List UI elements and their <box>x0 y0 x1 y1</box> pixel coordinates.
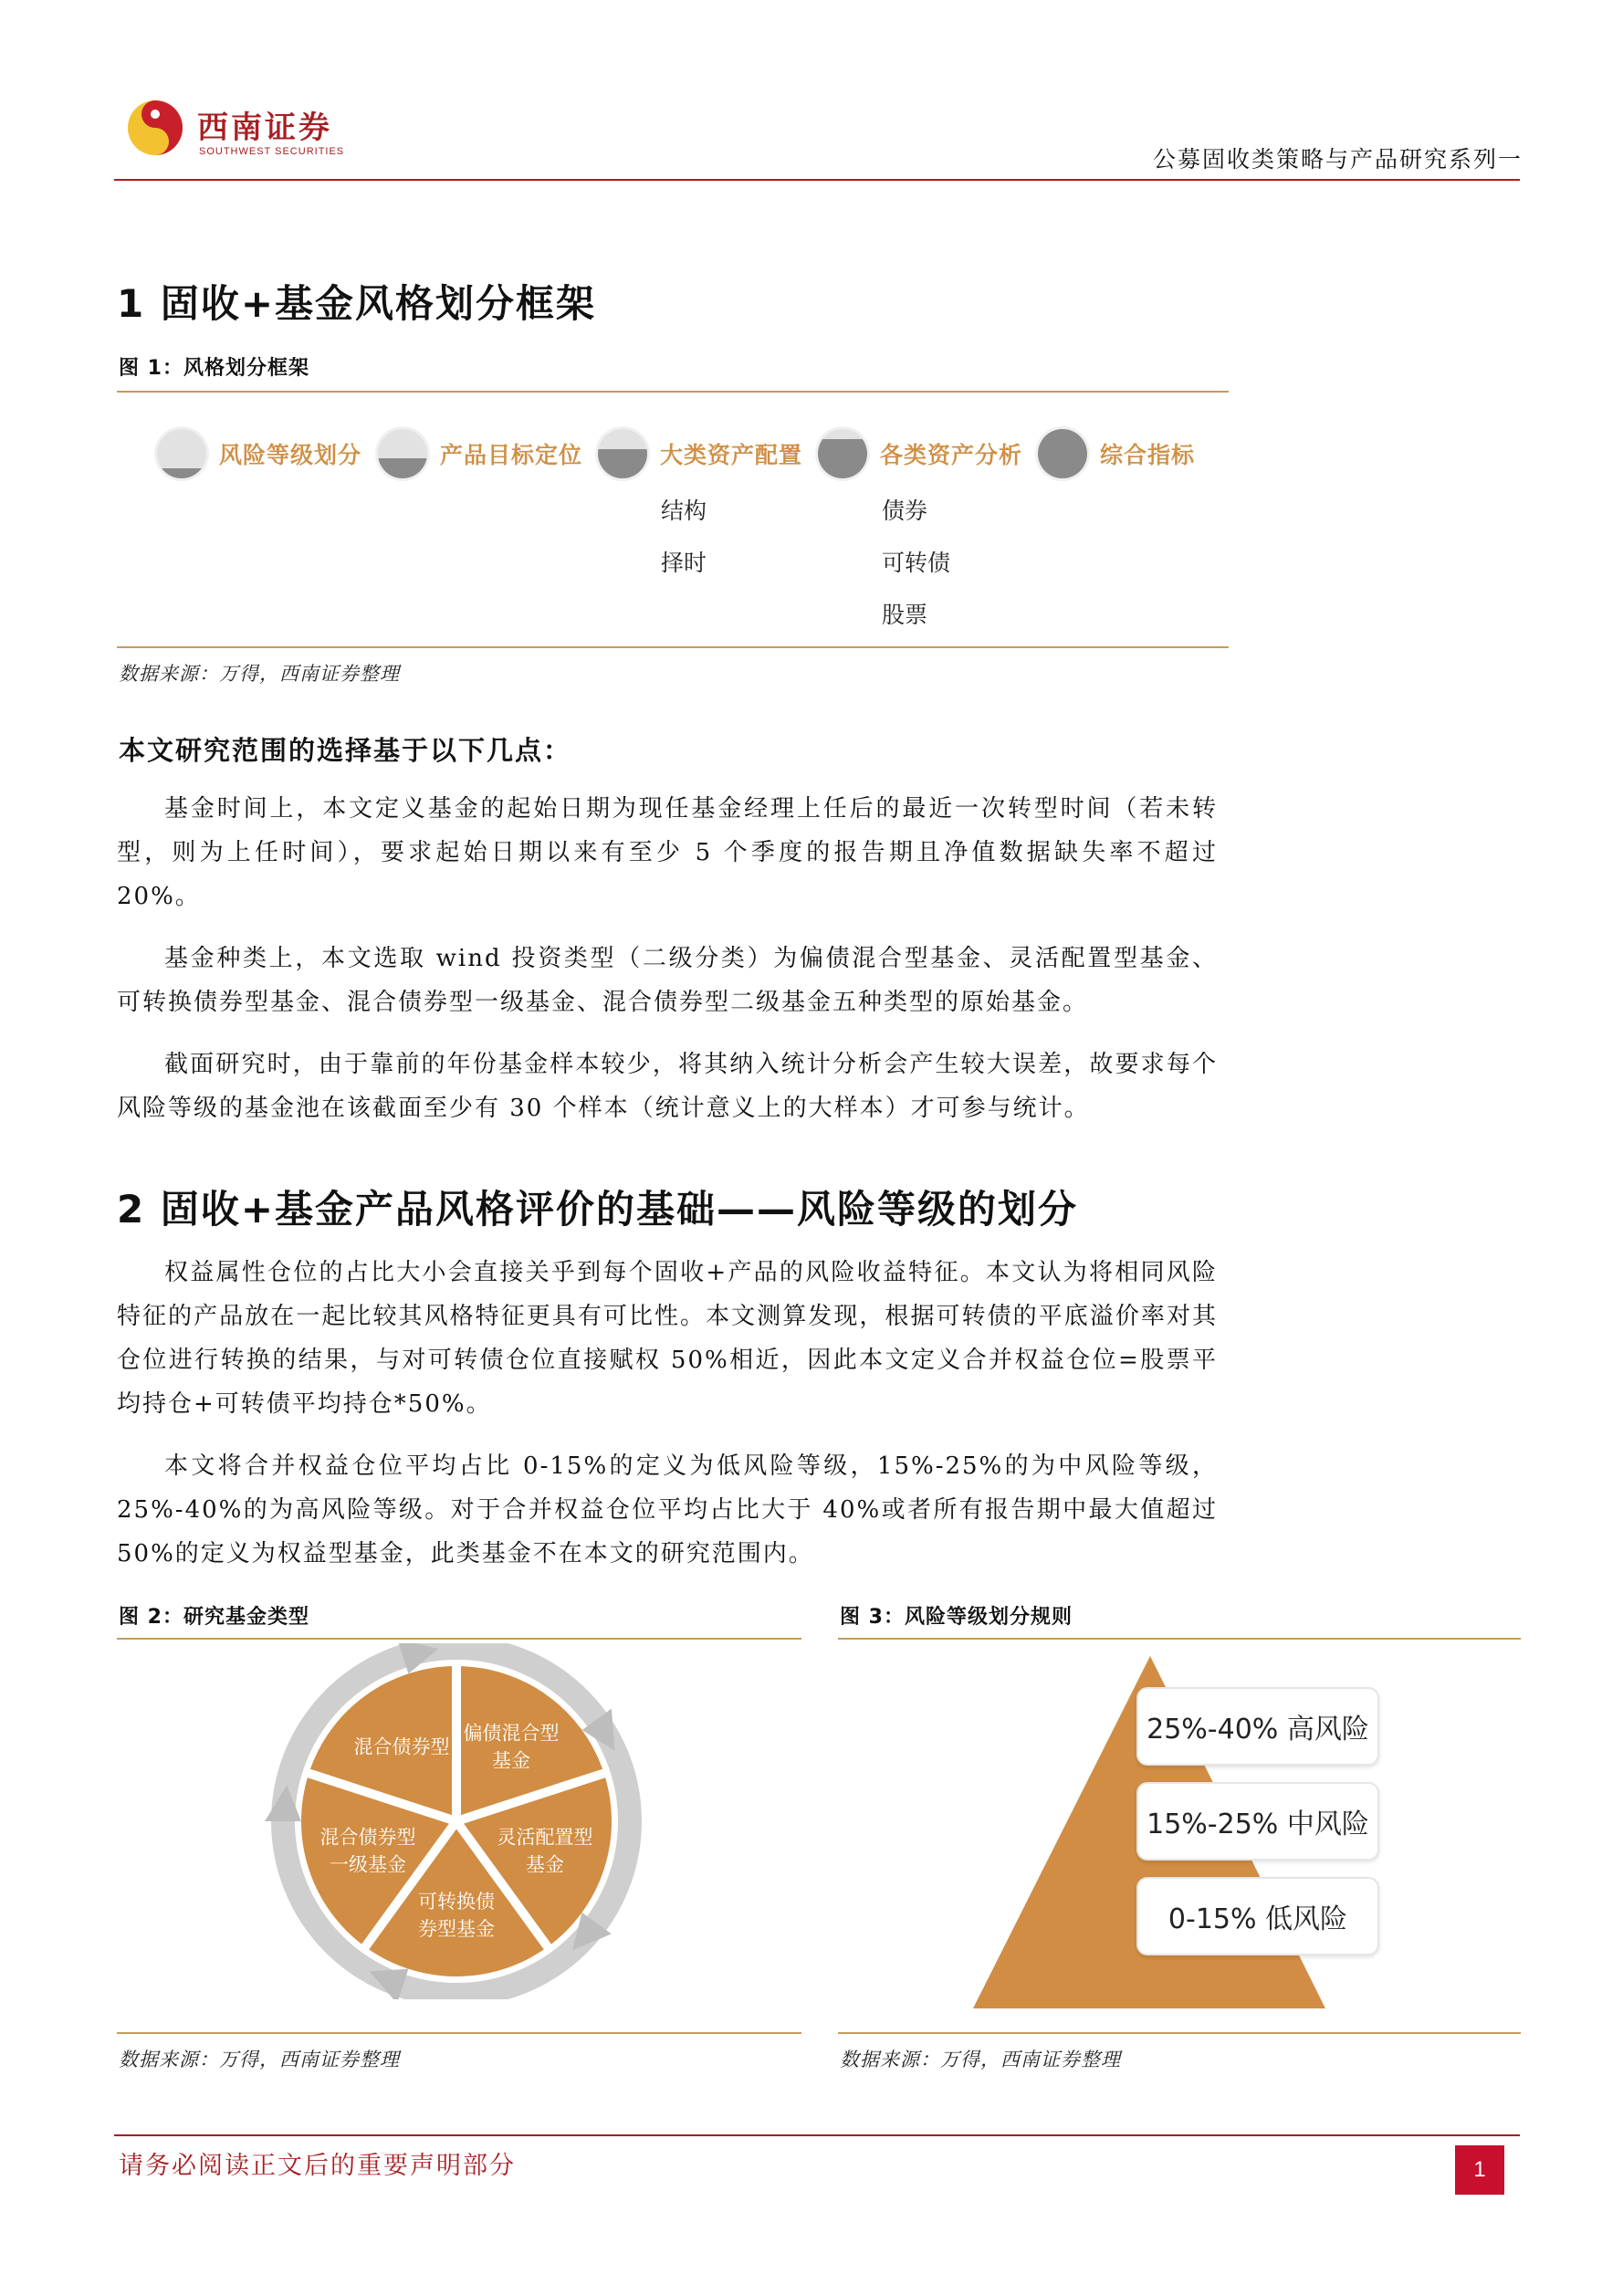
framework-sub-item: 择时 <box>661 550 707 576</box>
progress-circle-icon <box>598 429 647 478</box>
figure-3-bottom-rule <box>838 2032 1521 2034</box>
progress-circle-icon <box>1038 429 1087 478</box>
segment-label: 混合债券型 <box>319 1826 416 1849</box>
figure-2-title: 图 2：研究基金类型 <box>119 1606 309 1629</box>
brand-name-en: SOUTHWEST SECURITIES <box>199 146 345 157</box>
progress-circle-icon <box>378 429 427 478</box>
paragraph: 权益属性仓位的占比大小会直接关乎到每个固收+产品的风险收益特征。本文认为将相同风险特征的产品放在一起比较其风格特征更具有可比性。本文测算发现，根据可转债的平底溢价率对其仓位进行转换的结果，与对可转债仓位直接赋权 50%相近，因此本文定义合并权益仓位=股票平均持仓+可转债平均持仓*50%。 <box>117 1259 1218 1418</box>
section-1-body <box>117 787 1218 1130</box>
paragraph: 截面研究时，由于靠前的年份基金样本较少，将其纳入统计分析会产生较大误差，故要求每个风险等级的基金池在该截面至少有 30 个样本（统计意义上的大样本）才可参与统计。 <box>117 1051 1218 1122</box>
framework-step-4 <box>818 429 1022 478</box>
figure-3-top-rule <box>838 1638 1521 1640</box>
figure-3-title: 图 3：风险等级划分规则 <box>840 1606 1073 1629</box>
framework-step-5 <box>1038 429 1195 478</box>
paragraph: 基金时间上，本文定义基金的起始日期为现任基金经理上任后的最近一次转型时间（若未转型，则为上任时间），要求起始日期以来有至少 5 个季度的报告期且净值数据缺失率不超过 20%。 <box>117 795 1218 910</box>
fund-types-cycle-diagram <box>265 1643 648 1999</box>
risk-level-high: 25%-40% 高风险 <box>1136 1687 1379 1766</box>
framework-sub-item: 可转债 <box>882 550 951 576</box>
framework-step-label: 综合指标 <box>1100 442 1196 468</box>
risk-level-low: 0-15% 低风险 <box>1136 1877 1379 1955</box>
framework-step-label: 各类资产分析 <box>880 442 1023 468</box>
paragraph: 本文将合并权益仓位平均占比 0-15%的定义为低风险等级，15%-25%的为中风险等级，25%-40%的为高风险等级。对于合并权益仓位平均占比大于 40%或者所有报告期中最大值超过 50%的定义为权益型基金，此类基金不在本文的研究范围内。 <box>117 1452 1218 1567</box>
figure-2-source: 数据来源：万得，西南证券整理 <box>119 2049 400 2071</box>
framework-step-2 <box>378 429 582 478</box>
figure-3-source: 数据来源：万得，西南证券整理 <box>840 2049 1121 2071</box>
framework-step-3 <box>598 429 802 478</box>
segment-label: 偏债混合型 <box>463 1722 560 1745</box>
section-2-title: 2 固收+基金产品风格评价的基础——风险等级的划分 <box>117 1187 1079 1232</box>
framework-sub-item: 结构 <box>661 498 707 524</box>
segment-label: 灵活配置型 <box>497 1826 593 1849</box>
header-rule <box>114 179 1520 181</box>
risk-level-medium: 15%-25% 中风险 <box>1136 1782 1379 1861</box>
figure-2-top-rule <box>117 1638 801 1640</box>
brand-name-cn: 西南证券 <box>197 110 332 146</box>
segment-label: 基金 <box>491 1749 530 1772</box>
figure-1-source: 数据来源：万得，西南证券整理 <box>119 663 400 685</box>
segment-label: 一级基金 <box>329 1853 406 1876</box>
segment-label: 混合债券型 <box>353 1735 450 1758</box>
series-title: 公募固收类策略与产品研究系列一 <box>1152 146 1523 173</box>
footer-disclaimer: 请务必阅读正文后的重要声明部分 <box>119 2152 516 2180</box>
brand-logo <box>126 99 184 157</box>
framework-step-label: 风险等级划分 <box>219 442 362 468</box>
figure-1-bottom-rule <box>117 646 1229 648</box>
segment-label: 券型基金 <box>418 1918 495 1940</box>
figure-2-bottom-rule <box>117 2032 801 2034</box>
framework-step-label: 大类资产配置 <box>660 442 803 468</box>
scope-subheading: 本文研究范围的选择基于以下几点： <box>119 735 572 766</box>
framework-sub-item: 债券 <box>882 498 928 524</box>
figure-1-title: 图 1：风格划分框架 <box>119 357 309 380</box>
page-number: 1 <box>1455 2145 1504 2195</box>
section-1-title: 1 固收+基金风格划分框架 <box>117 281 597 326</box>
logo-icon <box>126 99 184 157</box>
framework-sub-item: 股票 <box>882 602 928 628</box>
progress-circle-icon <box>818 429 867 478</box>
segment-label: 基金 <box>526 1853 565 1876</box>
footer-rule <box>114 2134 1520 2136</box>
framework-step-1 <box>157 429 361 478</box>
segment-label: 可转换债 <box>418 1891 495 1913</box>
section-2-body <box>117 1251 1218 1576</box>
paragraph: 基金种类上，本文选取 wind 投资类型（二级分类）为偏债混合型基金、灵活配置型基金、可转换债券型基金、混合债券型一级基金、混合债券型二级基金五种类型的原始基金。 <box>117 945 1218 1016</box>
framework-step-label: 产品目标定位 <box>440 442 583 468</box>
progress-circle-icon <box>157 429 206 478</box>
figure-1-top-rule <box>117 391 1229 393</box>
